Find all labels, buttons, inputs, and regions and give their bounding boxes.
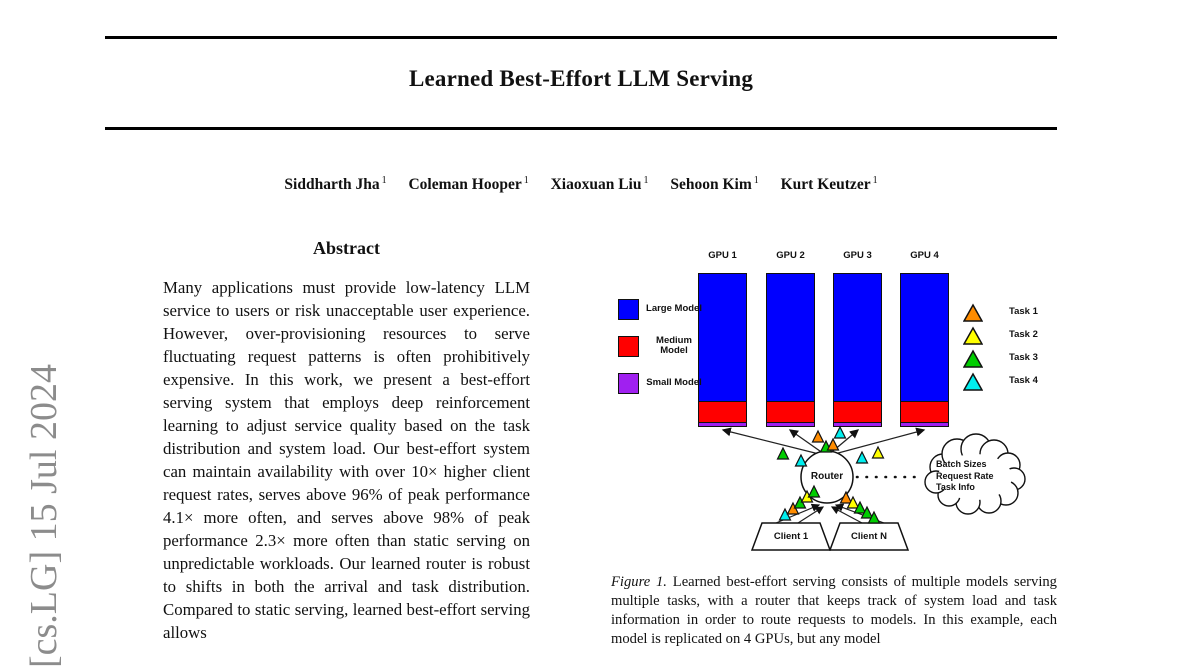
cloud-line-batch-sizes: Batch Sizes xyxy=(936,459,987,469)
medium-model-label: Medium Model xyxy=(656,334,692,356)
abstract-section xyxy=(163,238,530,644)
cloud-line-task-info: Task Info xyxy=(936,482,975,492)
client-1-label: Client 1 xyxy=(773,531,809,542)
task-1-label: Task 1 xyxy=(1009,306,1038,318)
author-affiliation-mark: 1 xyxy=(381,175,387,186)
figure-1-diagram xyxy=(600,245,1060,575)
task-2-label: Task 2 xyxy=(1009,329,1038,341)
author xyxy=(670,176,758,193)
author xyxy=(551,176,649,193)
author-name: Coleman Hooper xyxy=(408,176,522,194)
author-affiliation-mark: 1 xyxy=(872,175,878,186)
author-line xyxy=(105,175,1057,194)
task-3-label: Task 3 xyxy=(1009,352,1038,364)
small-model-label: Small Model xyxy=(646,376,702,388)
author-name: Kurt Keutzer xyxy=(780,176,871,194)
author-name: Xiaoxuan Liu xyxy=(550,176,642,194)
figure-caption-label: Figure 1. xyxy=(611,574,667,590)
author-affiliation-mark: 1 xyxy=(523,175,529,186)
author-affiliation-mark: 1 xyxy=(753,175,759,186)
author-name: Sehoon Kim xyxy=(670,176,752,194)
abstract-heading: Abstract xyxy=(313,238,380,258)
title-rule xyxy=(105,127,1057,130)
cloud-info-text xyxy=(936,459,1026,494)
figure-caption-text: Learned best-effort serving consists of multiple models serving multiple tasks, with a router that keeps track of system load and task information in order to route requests to models. In this example, each model is replicated on 4 GPUs, but any model xyxy=(611,574,1057,647)
gpu-3-label: GPU 3 xyxy=(843,250,872,261)
author-affiliation-mark: 1 xyxy=(643,175,649,186)
cloud-line-request-rate: Request Rate xyxy=(936,470,994,481)
large-model-label: Large Model xyxy=(646,302,702,314)
gpu-2-label: GPU 2 xyxy=(776,250,805,261)
gpu-1-label: GPU 1 xyxy=(708,250,737,261)
router-label: Router xyxy=(810,471,844,482)
task-4-label: Task 4 xyxy=(1009,375,1038,387)
top-rule xyxy=(105,36,1057,39)
abstract-text: Many applications must provide low-latency LLM service to users or risk unacceptable user experience. However, over-provisioning resources to serve fluctuating request patterns is often prohibitively expensive. In this work, we present a best-effort serving system that employs deep reinforcement learning to adjust service quality based on the task distribution and system load. Our best-effort system can maintain availability with over 10× higher client request rates, serves above 96% of peak performance 4.1× more often, and serves above 98% of peak performance 2.3× more often than static serving on unpredictable workloads. Our learned router is robust to shifts in both the arrival and task distribution. Compared to static serving, learned best-effort serving allows xyxy=(163,278,530,642)
routing-diagram xyxy=(600,245,1060,575)
author xyxy=(781,176,878,193)
figure-caption xyxy=(611,573,1057,649)
author xyxy=(284,176,386,193)
gpu-4-label: GPU 4 xyxy=(910,250,939,261)
paper-title: Learned Best-Effort LLM Serving xyxy=(408,66,754,91)
author-name: Siddharth Jha xyxy=(284,176,380,194)
arxiv-watermark: [cs.LG] 15 Jul 2024 xyxy=(23,364,65,668)
author xyxy=(408,176,528,193)
client-n-label: Client N xyxy=(851,531,887,542)
